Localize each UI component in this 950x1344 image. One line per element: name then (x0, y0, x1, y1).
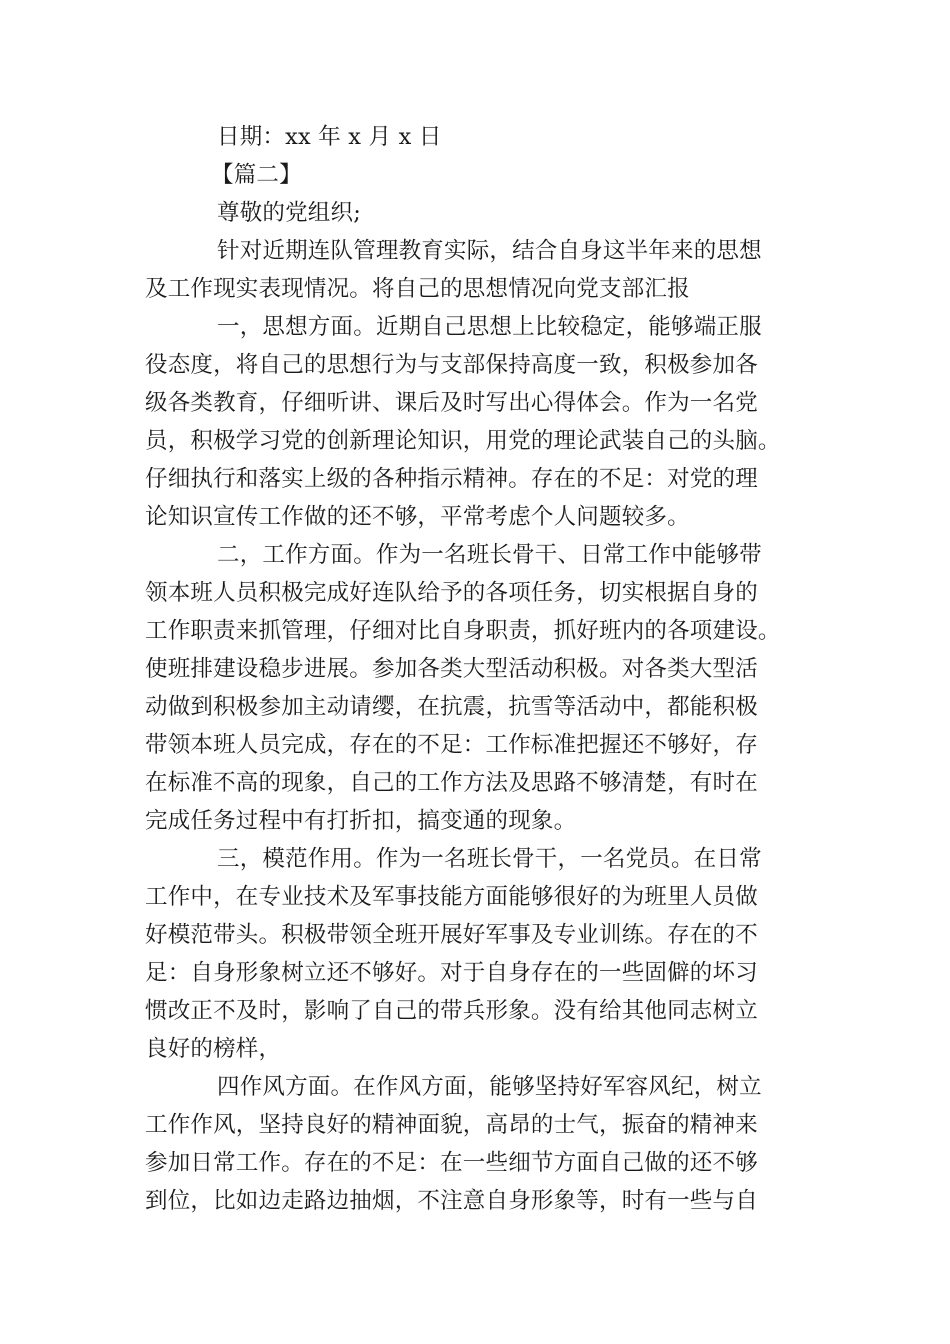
paragraph-line: 使班排建设稳步进展。参加各类大型活动积极。对各类大型活 (145, 656, 758, 682)
section-thought-paragraph (145, 308, 805, 536)
paragraph-line: 员，积极学习党的创新理论知识，用党的理论武装自己的头脑。 (145, 428, 781, 454)
paragraph-line: 一，思想方面。近期自己思想上比较稳定，能够端正服 (217, 314, 762, 340)
paragraph-line: 四作风方面。在作风方面，能够坚持好军容风纪，树立 (217, 1074, 762, 1100)
paragraph-line: 役态度，将自己的思想行为与支部保持高度一致，积极参加各 (145, 352, 758, 378)
paragraph-line: 带领本班人员完成，存在的不足：工作标准把握还不够好，存 (145, 732, 758, 758)
document-body (145, 118, 805, 1220)
paragraph-line: 工作职责来抓管理，仔细对比自身职责，抓好班内的各项建设。 (145, 618, 781, 644)
section-work-paragraph (145, 536, 805, 840)
paragraph-line: 仔细执行和落实上级的各种指示精神。存在的不足：对党的理 (145, 466, 758, 492)
paragraph-line: 工作中，在专业技术及军事技能方面能够很好的为班里人员做 (145, 884, 758, 910)
paragraph-line: 论知识宣传工作做的还不够，平常考虑个人问题较多。 (145, 504, 690, 530)
paragraph-line: 完成任务过程中有打折扣，搞变通的现象。 (145, 808, 577, 834)
paragraph-line: 及工作现实表现情况。将自己的思想情况向党支部汇报 (145, 276, 690, 302)
paragraph-line: 级各类教育，仔细听讲、课后及时写出心得体会。作为一名党 (145, 390, 758, 416)
paragraph-line: 在标准不高的现象，自己的工作方法及思路不够清楚，有时在 (145, 770, 758, 796)
paragraph-line: 动做到积极参加主动请缨，在抗震，抗雪等活动中，都能积极 (145, 694, 758, 720)
section-model-paragraph (145, 840, 805, 1068)
paragraph-line: 良好的榜样， (145, 1036, 282, 1062)
paragraph-line: 惯改正不及时，影响了自己的带兵形象。没有给其他同志树立 (145, 998, 758, 1024)
paragraph-line: 工作作风，坚持良好的精神面貌，高昂的士气，振奋的精神来 (145, 1112, 758, 1138)
paragraph-line: 到位，比如边走路边抽烟，不注意自身形象等，时有一些与自 (145, 1188, 758, 1214)
paragraph-line: 好模范带头。积极带领全班开展好军事及专业训练。存在的不 (145, 922, 758, 948)
paragraph-line: 领本班人员积极完成好连队给予的各项任务，切实根据自身的 (145, 580, 758, 606)
paragraph-line: 针对近期连队管理教育实际，结合自身这半年来的思想 (217, 238, 762, 264)
date-line: 日期：xx 年 x 月 x 日 (217, 124, 442, 150)
section-heading: 【篇二】 (211, 162, 302, 188)
salutation: 尊敬的党组织; (217, 200, 361, 226)
paragraph-line: 参加日常工作。存在的不足：在一些细节方面自己做的还不够 (145, 1150, 758, 1176)
section-style-paragraph (145, 1068, 805, 1220)
paragraph-line: 足：自身形象树立还不够好。对于自身存在的一些固僻的坏习 (145, 960, 758, 986)
paragraph-line: 三，模范作用。作为一名班长骨干，一名党员。在日常 (217, 846, 762, 872)
paragraph-line: 二，工作方面。作为一名班长骨干、日常工作中能够带 (217, 542, 762, 568)
intro-paragraph (145, 232, 805, 308)
